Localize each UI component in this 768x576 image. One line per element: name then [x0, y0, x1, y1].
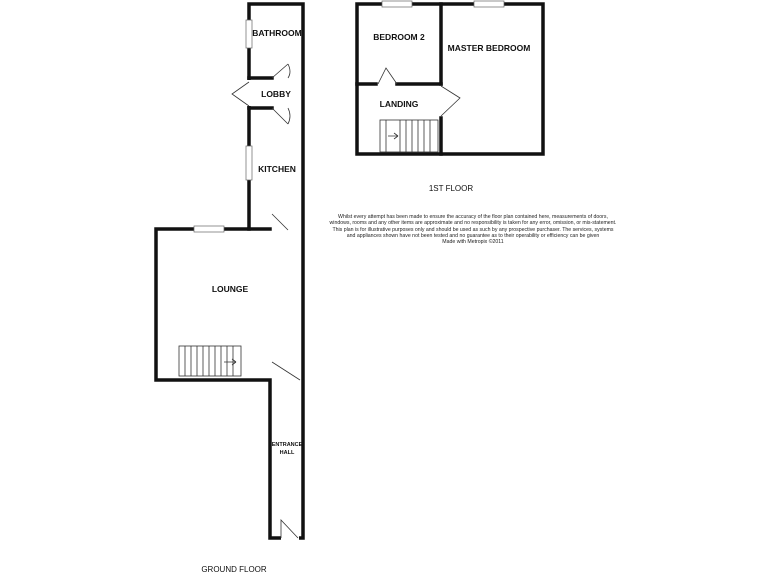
- ground-floor-stairs: [179, 346, 241, 376]
- first-floor-outer-wall: [357, 4, 543, 154]
- lounge-label: LOUNGE: [211, 284, 249, 294]
- entrance-hall-label-line2: HALL: [279, 450, 295, 456]
- entrance-door-gap: [281, 534, 299, 542]
- master-bedroom-label: MASTER BEDROOM: [447, 43, 531, 53]
- master-bedroom-window: [474, 1, 504, 7]
- lobby-label: LOBBY: [261, 89, 291, 99]
- bathroom-door-swing: [272, 64, 290, 78]
- bedroom2-door-swing: [378, 68, 397, 84]
- ground-floor-plan: [156, 4, 303, 574]
- kitchen-label: KITCHEN: [258, 164, 296, 174]
- ground-floor-outer-wall: [156, 4, 303, 538]
- first-floor-label: 1ST FLOOR: [428, 184, 474, 193]
- hall-door-swing: [272, 362, 300, 380]
- bedroom2-label: BEDROOM 2: [373, 32, 425, 42]
- kitchen-door-swing: [272, 108, 290, 124]
- entrance-hall-label-line1: ENTRANCE: [271, 442, 303, 448]
- first-floor-plan: [357, 1, 543, 193]
- bedroom2-window: [382, 1, 412, 7]
- lounge-door-swing: [272, 214, 288, 230]
- lounge-window: [194, 226, 224, 232]
- bathroom-window: [246, 20, 252, 48]
- master-bedroom-door-swing: [441, 86, 460, 116]
- disclaimer-text: Whilst every attempt has been made to ensure the accuracy of the floor plan contained here, measurements of doors, windows, rooms and any other items are approximate and no responsibility is taken for any error, omission, or mis-statement. This plan is for illustrative purposes only and should be used as such by any prospective purchaser. The services, systems and appliances shown have not been tested and no guarantee as to their operability or efficiency can be given: [329, 214, 617, 239]
- landing-label: LANDING: [379, 99, 419, 109]
- bathroom-label: BATHROOM: [252, 28, 302, 38]
- first-floor-stairs: [380, 120, 438, 152]
- disclaimer: [328, 214, 618, 245]
- metropix-credit: Made with Metropix ©2011: [442, 239, 504, 246]
- ground-floor-label: GROUND FLOOR: [201, 565, 267, 574]
- kitchen-window: [246, 146, 252, 180]
